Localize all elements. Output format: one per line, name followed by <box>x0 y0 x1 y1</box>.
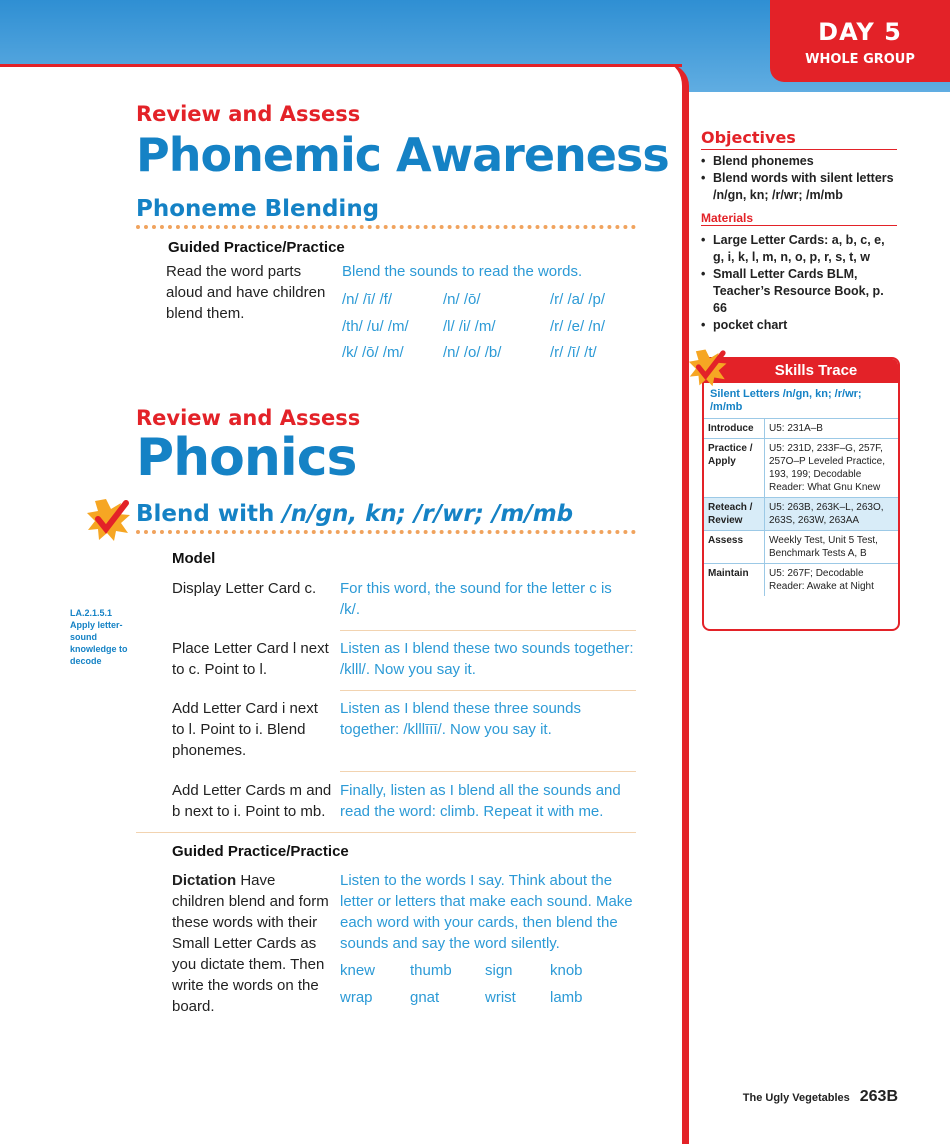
skills-key: Reteach / Review <box>704 498 765 531</box>
pa-instruction: Read the word parts aloud and have children blend them. <box>166 263 326 322</box>
dictation-teach <box>172 870 330 1017</box>
step-2-teach: Place Letter Card l next to c. Point to l. <box>172 640 329 678</box>
skills-row <box>704 419 898 439</box>
ph-subtitle-focus: /n/gn, kn; /r/wr; /m/mb <box>282 501 574 527</box>
pa-guided-header: Guided Practice/Practice <box>168 239 345 256</box>
skills-val: U5: 231D, 233F–G, 257F, 257O–P Leveled Practice, 193, 199; Decodable Reader: What Gnu Knew <box>765 439 899 498</box>
objectives-header <box>701 128 897 150</box>
step-rule-2 <box>340 690 636 691</box>
skills-row <box>704 564 898 597</box>
material-item: • Large Letter Cards: a, b, c, e, g, i, k, l, m, n, o, p, r, s, t, w <box>701 232 897 266</box>
step-1-teach: Display Letter Card c. <box>172 580 317 597</box>
pa-divider <box>136 225 636 229</box>
step-1-say: For this word, the sound for the letter c is /k/. <box>340 580 612 618</box>
dict-word-8: lamb <box>550 989 583 1006</box>
skills-key: Introduce <box>704 419 765 439</box>
page-number: 263B <box>859 1088 898 1105</box>
pa-title: Phonemic Awareness <box>136 128 669 182</box>
material-item: • Small Letter Cards BLM, Teacher’s Resource Book, p. 66 <box>701 266 897 317</box>
ph-subtitle-pre: Blend with <box>136 501 283 527</box>
ph-subtitle <box>136 501 573 527</box>
ph-kicker: Review and Assess <box>136 406 361 430</box>
skills-trace-title: Skills Trace <box>704 359 898 383</box>
step-3-teach: Add Letter Card i next to l. Point to i. Blend phonemes. <box>172 700 318 759</box>
step-4-say: Finally, listen as I blend all the sounds and read the word: climb. Repeat it with me. <box>340 782 621 820</box>
pa-kicker: Review and Assess <box>136 102 361 126</box>
materials-list <box>701 232 897 334</box>
pa-word-2-3: /r/ /e/ /n/ <box>550 318 606 335</box>
step-rule-3 <box>340 771 636 772</box>
step-4-teach: Add Letter Cards m and b next to i. Point to mb. <box>172 782 332 820</box>
day-tab <box>770 0 950 82</box>
dict-word-2: thumb <box>410 962 452 979</box>
objectives-list <box>701 153 897 204</box>
skills-key: Assess <box>704 531 765 564</box>
dict-word-6: gnat <box>410 989 440 1006</box>
pa-word-2-2: /l/ /i/ /m/ <box>443 318 496 335</box>
pa-word-2-1: /th/ /u/ /m/ <box>342 318 409 335</box>
pa-word-1-2: /n/ /ō/ <box>443 291 481 308</box>
skills-val: U5: 263B, 263K–L, 263O, 263S, 263W, 263AA <box>765 498 899 531</box>
objective-item: • Blend phonemes <box>701 153 897 170</box>
checkmark-burst-icon <box>86 497 134 541</box>
skills-val: U5: 231A–B <box>765 419 899 439</box>
skills-trace-table <box>704 418 898 596</box>
dict-word-1: knew <box>340 962 376 979</box>
step-rule-1 <box>340 630 636 631</box>
pa-prompt: Blend the sounds to read the words. <box>342 263 583 280</box>
pa-word-3-3: /r/ /ī/ /t/ <box>550 344 597 361</box>
dict-word-4: knob <box>550 962 583 979</box>
pa-word-3-1: /k/ /ō/ /m/ <box>342 344 404 361</box>
dictation-label: Dictation <box>172 872 237 889</box>
section-rule <box>136 832 636 833</box>
page-footer <box>743 1088 898 1106</box>
dictation-say: Listen to the words I say. Think about the letter or letters that make each sound. Make each word with your cards, then blend the sounds and say the word silently. <box>340 872 633 952</box>
material-item: • pocket chart <box>701 317 897 334</box>
dict-word-7: wrist <box>485 989 516 1006</box>
skills-row <box>704 439 898 498</box>
skills-key: Maintain <box>704 564 765 597</box>
dict-word-3: sign <box>485 962 513 979</box>
day-label: DAY 5 <box>818 18 902 46</box>
dict-word-5: wrap <box>340 989 373 1006</box>
dictation-text: Have children blend and form these words with their Small Letter Cards as you dictate them. Then write the words on the board. <box>172 872 329 1015</box>
pa-subtitle: Phoneme Blending <box>136 196 380 222</box>
ph-guided-header: Guided Practice/Practice <box>172 843 349 860</box>
ph-model-header: Model <box>172 550 216 567</box>
objectives-title: Objectives <box>701 128 796 147</box>
group-label: WHOLE GROUP <box>805 52 915 67</box>
pa-word-1-1: /n/ /ī/ /f/ <box>342 291 393 308</box>
skills-checkmark-icon <box>688 347 730 387</box>
skills-val: Weekly Test, Unit 5 Test, Benchmark Tests A, B <box>765 531 899 564</box>
book-title: The Ugly Vegetables <box>742 1092 850 1104</box>
skills-val: U5: 267F; Decodable Reader: Awake at Night <box>765 564 899 597</box>
skills-trace-subtitle: Silent Letters /n/gn, kn; /r/wr; /m/mb <box>710 388 862 413</box>
skills-key: Practice / Apply <box>704 439 765 498</box>
materials-title: Materials <box>701 211 897 226</box>
objective-item: • Blend words with silent letters /n/gn, kn; /r/wr; /m/mb <box>701 170 897 204</box>
ph-divider <box>136 530 636 534</box>
ph-title: Phonics <box>136 428 357 488</box>
step-3-say: Listen as I blend these three sounds together: /klllīīī/. Now you say it. <box>340 700 581 738</box>
standard-note: LA.2.1.5.1 Apply letter-sound knowledge to decode <box>70 608 128 666</box>
skills-row <box>704 498 898 531</box>
step-2-say: Listen as I blend these two sounds together: /klll/. Now you say it. <box>340 640 634 678</box>
skills-row <box>704 531 898 564</box>
skills-trace-box <box>702 357 900 631</box>
pa-word-3-2: /n/ /o/ /b/ <box>443 344 502 361</box>
pa-word-1-3: /r/ /a/ /p/ <box>550 291 606 308</box>
